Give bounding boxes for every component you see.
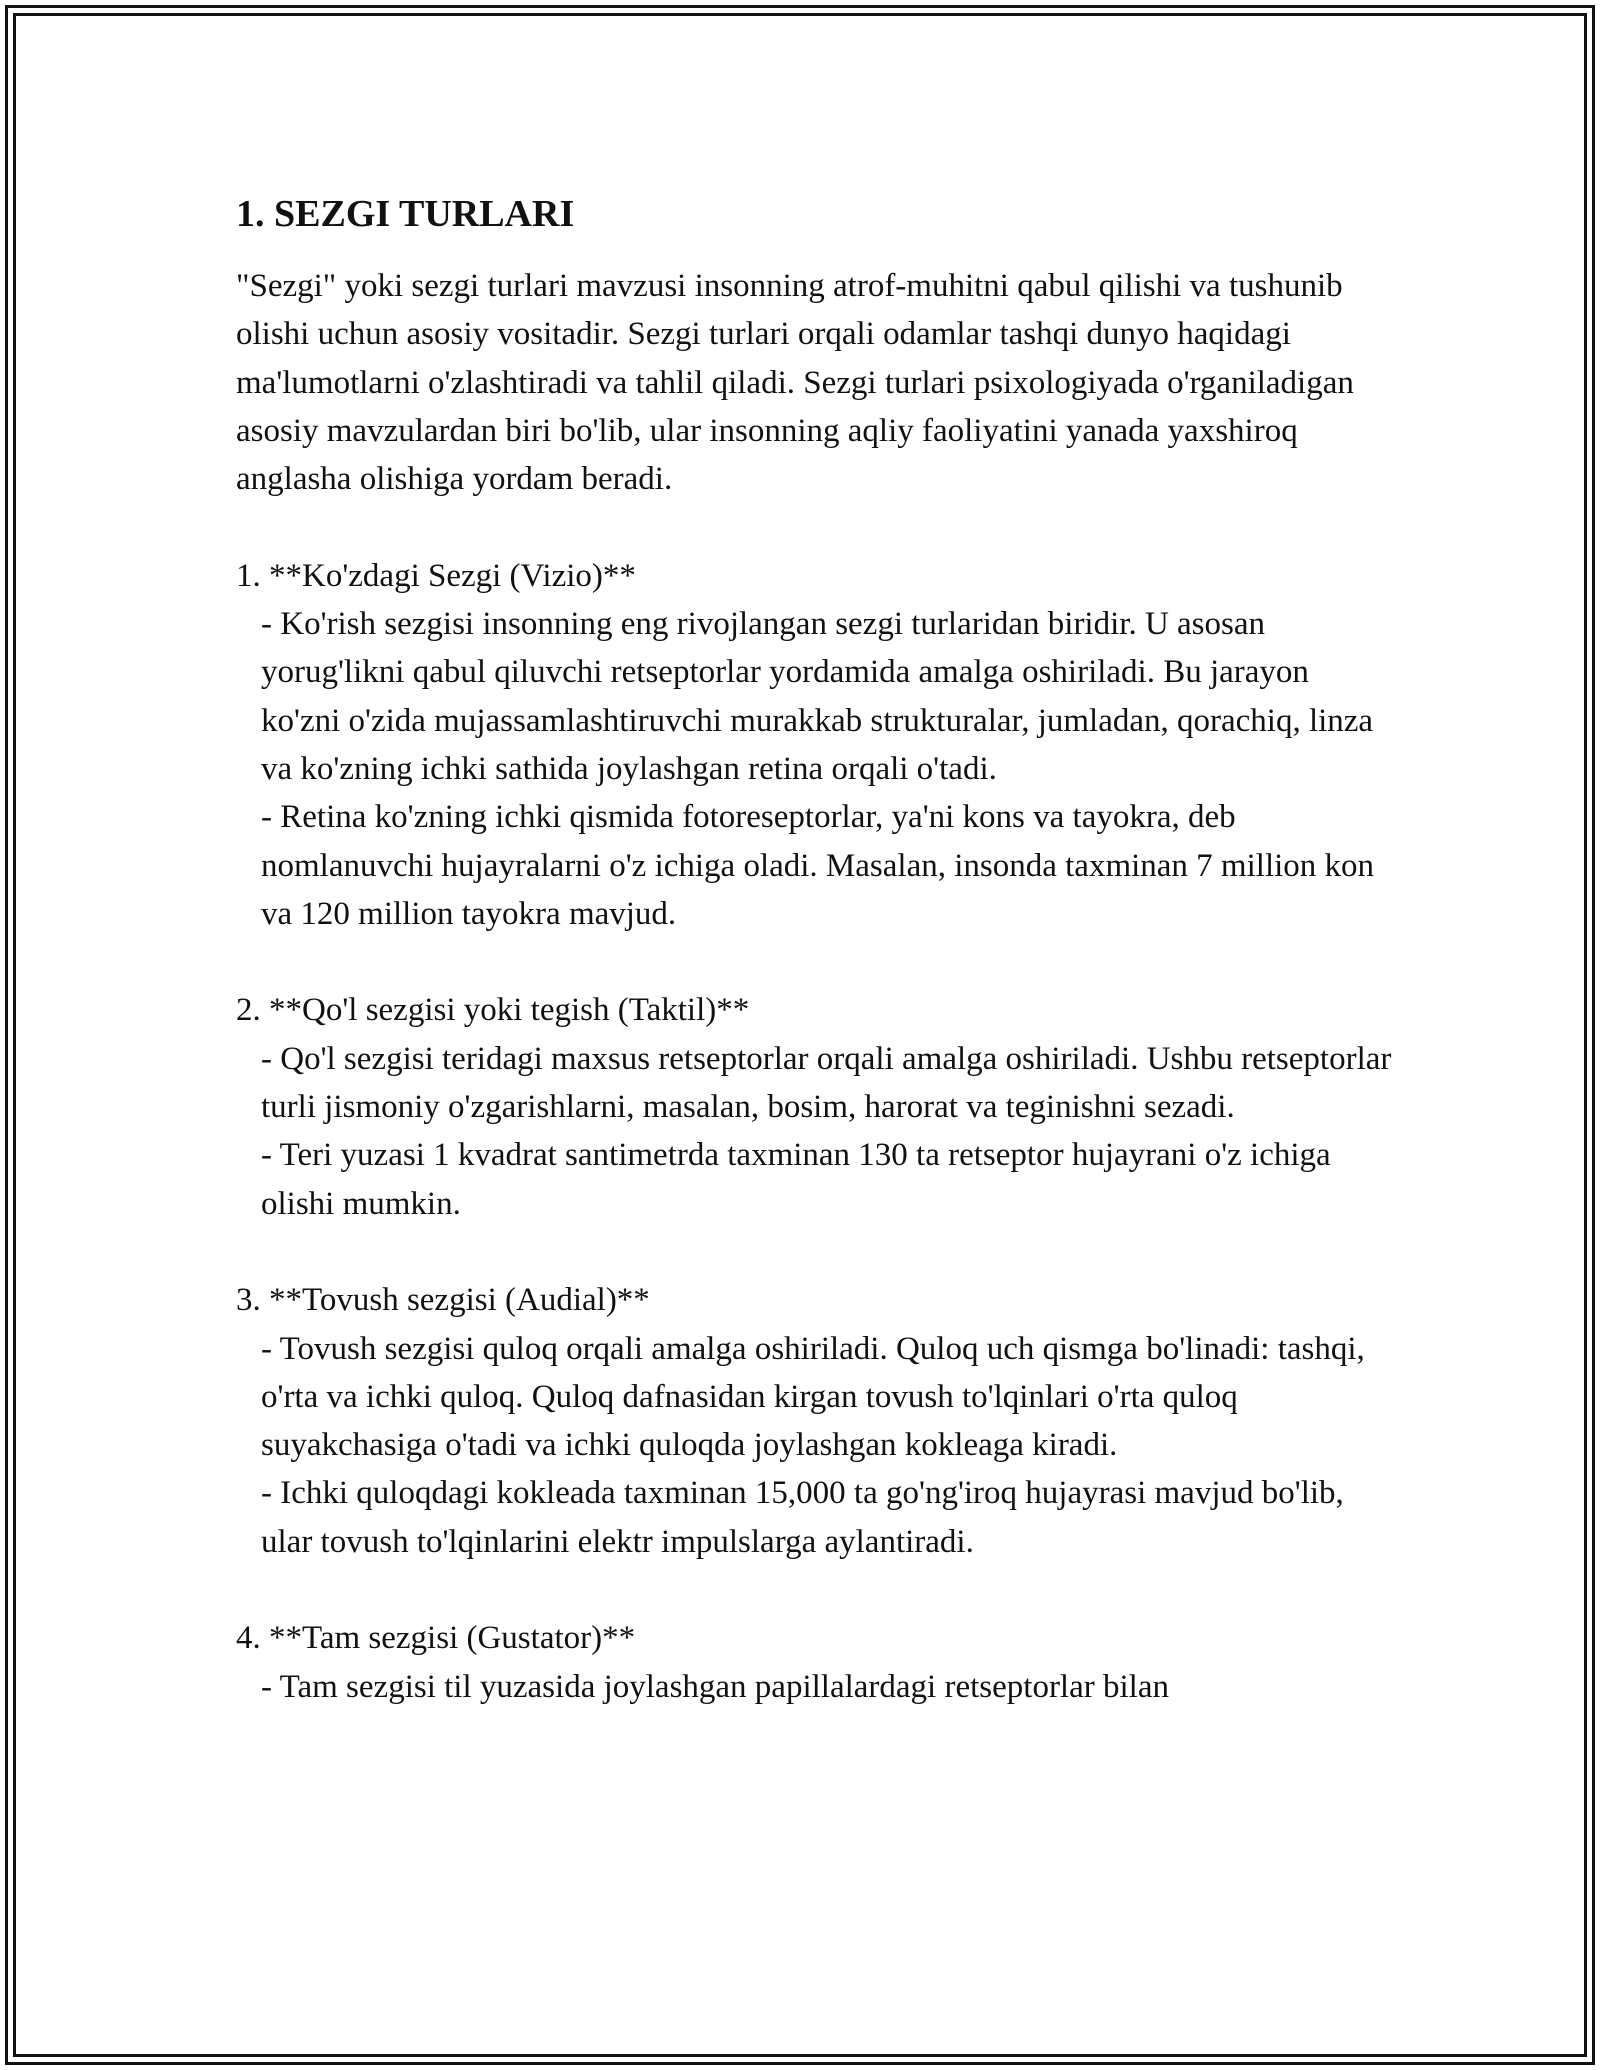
section-audial (236, 1276, 1396, 1566)
paragraph-gap (236, 1228, 1396, 1276)
section-tactile (236, 986, 1396, 1227)
section-heading: 1. **Ko'zdagi Sezgi (Vizio)** (236, 557, 636, 594)
section-bullet: - Retina ko'zning ichki qismida fotoreseptorlar, ya'ni kons va tayokra, deb nomlanuvchi hujayralarni o'z ichiga oladi. Masalan, insonda taxminan 7 million kon va 120 million tayokra mavjud. (261, 799, 1375, 932)
section-bullet: - Qo'l sezgisi teridagi maxsus retseptorlar orqali amalga oshiriladi. Ushbu retseptorlar turli jismoniy o'zgarishlarni, masalan, bosim, harorat va teginishni sezadi. (261, 1040, 1392, 1126)
document-body (236, 188, 1396, 1711)
section-bullet: - Ichki quloqdagi kokleada taxminan 15,000 ta go'ng'iroq hujayrasi mavjud bo'lib, ular tovush to'lqinlarini elektr impulslarga aylantiradi. (261, 1475, 1344, 1560)
section-heading: 3. **Tovush sezgisi (Audial)** (236, 1282, 650, 1319)
paragraph-gap (236, 1566, 1396, 1614)
section-bullet: - Tam sezgisi til yuzasida joylashgan papillalardagi retseptorlar bilan (261, 1668, 1169, 1705)
section-visual (236, 552, 1396, 938)
section-bullet: - Tovush sezgisi quloq orqali amalga oshiriladi. Quloq uch qismga bo'linadi: tashqi, o'rta va ichki quloq. Quloq dafnasidan kirgan tovush to'lqinlari o'rta quloq suyakchasiga o'tadi va ichki quloqda joylashgan kokleaga kiradi. (261, 1330, 1365, 1464)
section-heading: 2. **Qo'l sezgisi yoki tegish (Taktil)** (236, 992, 750, 1029)
intro-paragraph: "Sezgi" yoki sezgi turlari mavzusi insonning atrof-muhitni qabul qilishi va tushunib olishi uchun asosiy vositadir. Sezgi turlari orqali odamlar tashqi dunyo haqidagi ma'lumotlarni o'zlashtiradi va tahlil qiladi. Sezgi turlari psixologiyada o'rganiladigan asosiy mavzulardan biri bo'lib, ular insonning aqliy faoliyatini yanada yaxshiroq anglasha olishiga yordam beradi. (236, 268, 1354, 498)
section-heading: 4. **Tam sezgisi (Gustator)** (236, 1620, 636, 1657)
paragraph-gap (236, 503, 1396, 551)
section-bullet: - Ko'rish sezgisi insonning eng rivojlangan sezgi turlaridan biridir. U asosan yorug'likni qabul qiluvchi retseptorlar yordamida amalga oshiriladi. Bu jarayon ko'zni o'zida mujassamlashtiruvchi murakkab strukturalar, jumladan, qorachiq, linza va ko'zning ichki sathida joylashgan retina orqali o'tadi. (261, 606, 1374, 787)
paragraph-gap (236, 938, 1396, 986)
page-title: 1. SEZGI TURLARI (236, 193, 575, 235)
section-bullet: - Teri yuzasi 1 kvadrat santimetrda taxminan 130 ta retseptor hujayrani o'z ichiga olishi mumkin. (261, 1137, 1331, 1222)
section-gustatory (236, 1614, 1396, 1711)
